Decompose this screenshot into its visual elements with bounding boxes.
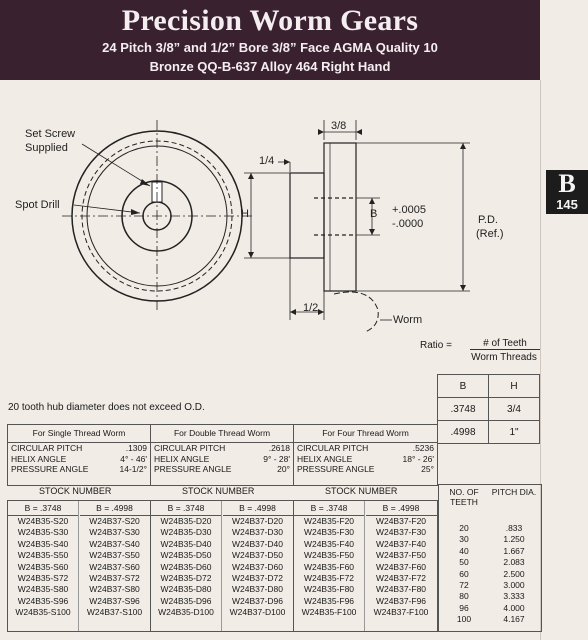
page-title: Precision Worm Gears bbox=[121, 4, 419, 37]
header-subtitle-material: Bronze QQ-B-637 Alloy 464 Right Hand bbox=[149, 59, 391, 74]
teeth-pitch-table bbox=[438, 484, 542, 632]
stock-number: W24B35-F100 bbox=[301, 607, 357, 618]
stock-number: W24B37-D20 bbox=[231, 516, 284, 526]
bore-size-header: B = .4998 bbox=[366, 501, 437, 516]
stock-number: W24B35-F72 bbox=[303, 573, 355, 584]
spec-value: .5236 bbox=[412, 443, 434, 453]
stock-number: W24B35-F96 bbox=[303, 595, 355, 606]
tolerance-minus: -.0000 bbox=[392, 218, 424, 230]
bore-header: B bbox=[438, 375, 489, 398]
stock-number: W24B37-D100 bbox=[229, 607, 286, 618]
spec-value: 25° bbox=[421, 464, 434, 474]
hub-value: 1" bbox=[489, 421, 540, 444]
spec-four-thread bbox=[294, 425, 437, 485]
teeth-count: 96 bbox=[459, 602, 469, 613]
spec-value: 14-1/2° bbox=[119, 464, 147, 474]
spec-value: .1309 bbox=[125, 443, 147, 453]
teeth-count: 30 bbox=[459, 534, 469, 545]
stock-number: W24B35-S80 bbox=[17, 584, 69, 595]
stock-number: W24B37-S96 bbox=[89, 595, 140, 606]
stock-column bbox=[80, 501, 151, 631]
ratio-denominator: Worm Threads bbox=[471, 352, 537, 363]
teeth-count: 72 bbox=[459, 580, 469, 591]
bore-size-header: B = .4998 bbox=[80, 501, 150, 516]
stock-number: W24B37-D30 bbox=[231, 527, 284, 538]
stock-number: W24B35-D72 bbox=[160, 573, 212, 584]
stock-number: W24B35-S100 bbox=[15, 607, 71, 618]
stock-number: W24B37-D50 bbox=[231, 550, 284, 561]
bore-size-header: B = .4998 bbox=[223, 501, 293, 516]
stock-number-headers bbox=[7, 484, 436, 498]
bore-diameter-label: B bbox=[370, 208, 378, 220]
stock-number: W24B35-D96 bbox=[160, 595, 212, 606]
stock-number: W24B35-F80 bbox=[303, 584, 355, 595]
pitch-diameter: 3.000 bbox=[503, 580, 525, 591]
stock-column bbox=[8, 501, 79, 631]
stock-number: W24B37-D96 bbox=[231, 595, 284, 606]
hub-offset-label: 1/4 bbox=[259, 155, 275, 167]
stock-number: W24B35-F20 bbox=[303, 516, 355, 526]
stock-number: W24B35-D20 bbox=[160, 516, 212, 526]
pitch-diameter: 2.083 bbox=[503, 557, 525, 568]
stock-number: W24B37-S20 bbox=[89, 516, 140, 526]
stock-number: W24B37-S30 bbox=[89, 527, 140, 538]
spec-title: For Four Thread Worm bbox=[294, 425, 437, 443]
teeth-column bbox=[439, 523, 489, 626]
stock-number: W24B37-D80 bbox=[231, 584, 284, 595]
stock-number-grid bbox=[7, 500, 438, 632]
spec-value: 4° - 46' bbox=[120, 453, 147, 464]
stock-number: W24B37-F50 bbox=[375, 550, 427, 561]
teeth-count: 50 bbox=[459, 557, 469, 568]
spec-label: HELIX ANGLE bbox=[11, 453, 67, 464]
stock-number: W24B37-F96 bbox=[375, 595, 427, 606]
stock-number: W24B37-S40 bbox=[89, 538, 140, 549]
stock-number: W24B35-F60 bbox=[303, 561, 355, 572]
spec-value: 9° - 28' bbox=[263, 453, 290, 464]
stock-number: W24B35-F40 bbox=[303, 538, 355, 549]
spec-double-thread bbox=[151, 425, 294, 485]
stock-number-header: STOCK NUMBER bbox=[182, 486, 255, 496]
bore-size-header: B = .3748 bbox=[8, 501, 78, 516]
stock-number: W24B35-F30 bbox=[303, 527, 355, 538]
stock-number: W24B35-F50 bbox=[303, 550, 355, 561]
worm-specs bbox=[7, 424, 438, 486]
stock-column bbox=[294, 501, 365, 631]
spec-label: HELIX ANGLE bbox=[154, 453, 210, 464]
bore-hub-table bbox=[437, 374, 540, 444]
teeth-header: NO. OF TEETH bbox=[449, 487, 479, 507]
stock-number: W24B35-D60 bbox=[160, 561, 212, 572]
bore-size-header: B = .3748 bbox=[294, 501, 364, 516]
stock-number: W24B37-D72 bbox=[231, 573, 284, 584]
stock-number: W24B35-D40 bbox=[160, 538, 212, 549]
face-dimension-label: 3/8 bbox=[331, 120, 347, 132]
stock-number: W24B35-S50 bbox=[17, 550, 69, 561]
spec-value: 20° bbox=[277, 464, 290, 474]
spec-label: HELIX ANGLE bbox=[297, 453, 353, 464]
spec-label: CIRCULAR PITCH bbox=[154, 443, 226, 453]
spec-title: For Double Thread Worm bbox=[151, 425, 293, 443]
stock-column bbox=[151, 501, 222, 631]
stock-number: W24B35-S60 bbox=[17, 561, 69, 572]
section-letter: B bbox=[558, 169, 576, 198]
pitch-diameter-label: P.D. bbox=[478, 214, 498, 226]
stock-number: W24B37-D40 bbox=[231, 538, 284, 549]
pitch-diameter: 3.333 bbox=[503, 591, 525, 602]
header-subtitle-specs: 24 Pitch 3/8” and 1/2” Bore 3/8” Face AGMA Quality 10 bbox=[102, 40, 438, 55]
stock-number: W24B37-S72 bbox=[89, 573, 140, 584]
spec-title: For Single Thread Worm bbox=[8, 425, 150, 443]
stock-number: W24B37-F20 bbox=[375, 516, 427, 526]
pitch-diameter: 4.167 bbox=[503, 614, 525, 625]
pitch-diameter: .833 bbox=[505, 523, 523, 533]
page-number: 145 bbox=[556, 197, 578, 212]
stock-number: W24B37-S50 bbox=[89, 550, 140, 561]
stock-number: W24B35-S30 bbox=[17, 527, 69, 538]
bore-value: .4998 bbox=[438, 421, 489, 444]
spec-label: CIRCULAR PITCH bbox=[11, 443, 83, 453]
stock-number: W24B37-F60 bbox=[375, 561, 427, 572]
hub-note: 20 tooth hub diameter does not exceed O.D. bbox=[8, 402, 205, 413]
stock-number: W24B37-F40 bbox=[375, 538, 427, 549]
spec-label: CIRCULAR PITCH bbox=[297, 443, 369, 453]
hub-diameter-label: H bbox=[241, 208, 249, 220]
stock-number: W24B37-S60 bbox=[89, 561, 140, 572]
stock-number: W24B37-S80 bbox=[89, 584, 140, 595]
worm-label: Worm bbox=[393, 314, 423, 326]
stock-column bbox=[366, 501, 437, 631]
teeth-count: 20 bbox=[459, 523, 469, 533]
stock-number: W24B35-S96 bbox=[17, 595, 69, 606]
stock-number: W24B35-D50 bbox=[160, 550, 212, 561]
pitch-header: PITCH DIA. bbox=[491, 487, 537, 497]
hub-header: H bbox=[489, 375, 540, 398]
pitch-diameter: 2.500 bbox=[503, 568, 525, 579]
stock-number-header: STOCK NUMBER bbox=[39, 486, 112, 496]
teeth-count: 40 bbox=[459, 545, 469, 556]
bore-size-header: B = .3748 bbox=[151, 501, 221, 516]
spec-single-thread bbox=[8, 425, 151, 485]
tolerance-plus: +.0005 bbox=[392, 204, 426, 216]
stock-number: W24B37-F30 bbox=[375, 527, 427, 538]
spec-label: PRESSURE ANGLE bbox=[154, 464, 232, 474]
page-header bbox=[0, 0, 540, 80]
hub-length-label: 1/2 bbox=[303, 302, 319, 314]
stock-number-header: STOCK NUMBER bbox=[325, 486, 398, 496]
stock-number: W24B35-S72 bbox=[17, 573, 69, 584]
spot-drill-label: Spot Drill bbox=[15, 199, 60, 211]
section-tab bbox=[546, 170, 588, 214]
spec-value: .2618 bbox=[268, 443, 290, 453]
stock-column bbox=[223, 501, 294, 631]
stock-number: W24B35-D30 bbox=[160, 527, 212, 538]
pitch-diameter: 4.000 bbox=[503, 602, 525, 613]
spec-label: PRESSURE ANGLE bbox=[11, 464, 89, 474]
set-screw-label: Set Screw bbox=[25, 128, 76, 140]
spec-label: PRESSURE ANGLE bbox=[297, 464, 375, 474]
gear-drawing bbox=[0, 80, 540, 340]
hub-value: 3/4 bbox=[489, 398, 540, 421]
ratio-numerator: # of Teeth bbox=[470, 338, 540, 350]
stock-number: W24B37-F80 bbox=[375, 584, 427, 595]
stock-number: W24B35-S20 bbox=[17, 516, 69, 526]
pitch-diameter-ref: (Ref.) bbox=[476, 228, 504, 240]
stock-number: W24B37-D60 bbox=[231, 561, 284, 572]
pitch-diameter: 1.667 bbox=[503, 545, 525, 556]
gear-side-view bbox=[290, 143, 356, 291]
supplied-label: Supplied bbox=[25, 142, 68, 154]
spec-value: 18° - 26' bbox=[402, 453, 434, 464]
stock-number: W24B37-S100 bbox=[86, 607, 143, 618]
pitch-column bbox=[489, 523, 539, 626]
teeth-count: 60 bbox=[459, 568, 469, 579]
teeth-count: 80 bbox=[459, 591, 469, 602]
stock-number: W24B35-D80 bbox=[160, 584, 212, 595]
stock-number: W24B35-D100 bbox=[158, 607, 214, 618]
bore-value: .3748 bbox=[438, 398, 489, 421]
ratio-label: Ratio = bbox=[420, 340, 452, 351]
stock-number: W24B37-F72 bbox=[375, 573, 427, 584]
pitch-diameter: 1.250 bbox=[503, 534, 525, 545]
stock-number: W24B37-F100 bbox=[373, 607, 429, 618]
teeth-count: 100 bbox=[456, 614, 472, 625]
stock-number: W24B35-S40 bbox=[17, 538, 69, 549]
